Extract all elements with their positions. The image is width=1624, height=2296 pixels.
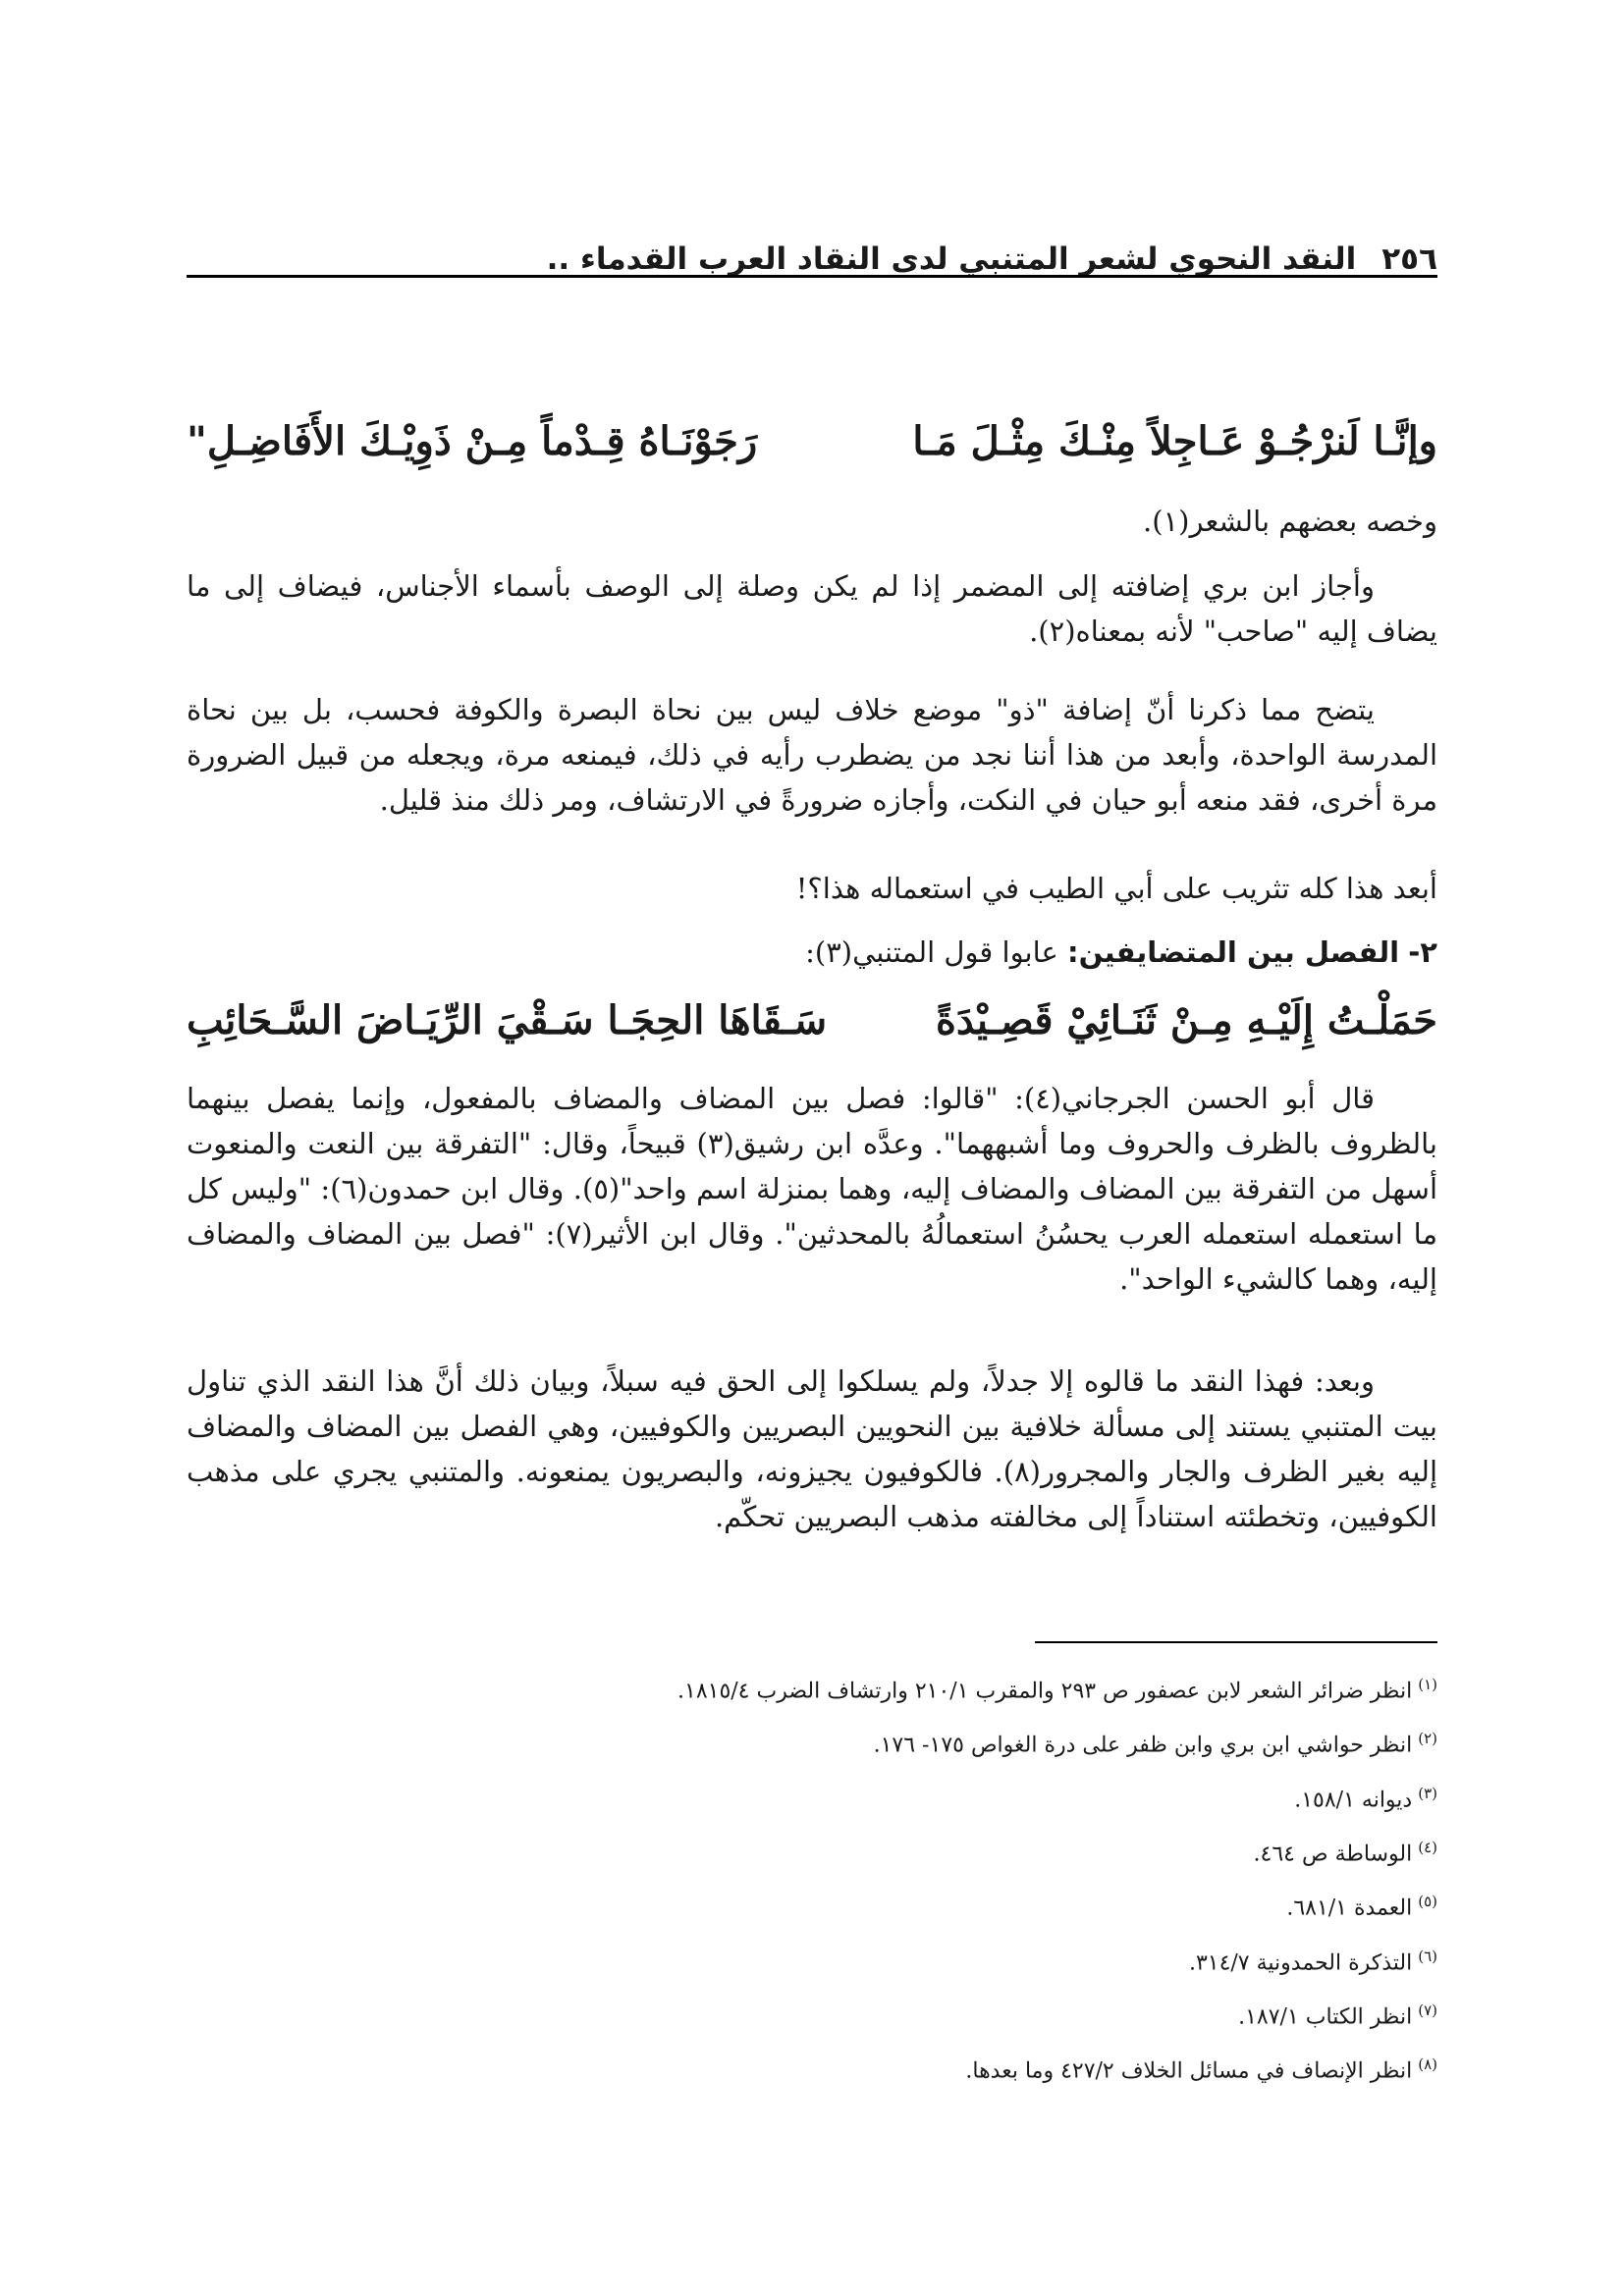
- footnote: [187, 1661, 1437, 1715]
- verse-first-hemistich: وإنَّـا لَنرْجُـوْ عَـاجِلاً مِنْـكَ مِثْـلَ مَـا: [912, 418, 1437, 464]
- footnote-text: العمدة ٦٨١/١.: [1286, 1896, 1413, 1921]
- verse-second-hemistich: سَـقَاهَا الحِجَـا سَـقْيَ الرِّيَـاضَ السَّـحَائِبِ: [187, 997, 828, 1043]
- body-paragraph: وبعد: فهذا النقد ما قالوه إلا جدلاً، ولم يسلكوا إلى الحق فيه سبلاً، وبيان ذلك أنَّ هذا النقد الذي تناول بيت المتنبي يستند إلى مسألة خلافية بين النحويين البصريين والكوفيين، وهي الفصل بين المضاف والمضاف إليه بغير الظرف والجار والمجرور(٨). فالكوفيون يجيزونه، والبصريون يمنعونه. والمتنبي يجري على مذهب الكوفيين، وتخطئته استناداً إلى مخالفته مذهب البصريين تحكّم.: [187, 1364, 1438, 1533]
- poetry-verse: [187, 412, 1437, 471]
- footnote: [187, 1770, 1437, 1824]
- poetry-verse: [187, 991, 1437, 1050]
- page-number: ٢٥٦: [1381, 241, 1437, 277]
- section-number: ٢-: [1408, 935, 1437, 969]
- footnote-text: ديوانه ١٥٨/١.: [1294, 1787, 1413, 1812]
- footnote-divider: [1035, 1641, 1437, 1643]
- footnote-number: (٧): [1418, 2001, 1437, 2019]
- body-paragraph: قال أبو الحسن الجرجاني(٤): "قالوا: فصل بين المضاف والمضاف بالمفعول، وإنما يفصل بينهما بالظروف بالظرف والحروف وما أشبههما". وعدَّه ابن رشيق(٣) قبيحاً، وقال: "التفرقة بين النعت والمنعوت أسهل من التفرقة بين المضاف والمضاف إليه، وهما بمنزلة اسم واحد"(٥). وقال ابن حمدون(٦): "وليس كل ما استعمله استعمله العرب يحسُنُ استعمالُهُ بالمحدثين". وقال ابن الأثير(٧): "فصل بين المضاف والمضاف إليه، وهما كالشيء الواحد".: [187, 1082, 1437, 1296]
- footnote-number: (٣): [1418, 1784, 1437, 1802]
- footnote-text: انظر حواشي ابن بري وابن ظفر على درة الغواص ١٧٥- ١٧٦.: [873, 1733, 1413, 1758]
- verse-second-hemistich: رَجَوْنَـاهُ قِـدْماً مِـنْ ذَوِيْـكَ الأَفَاضِـلِ": [187, 418, 758, 464]
- body-paragraph: وأجاز ابن بري إضافته إلى المضمر إذا لم يكن وصلة إلى الوصف بأسماء الأجناس، فيضاف إلى ما يضاف إليه "صاحب" لأنه بمعناه(٢).: [187, 569, 1437, 648]
- running-header: [187, 216, 1437, 277]
- section-heading: [187, 927, 1437, 978]
- footnote-number: (١): [1418, 1676, 1437, 1693]
- header-divider: [187, 275, 1437, 278]
- body-paragraph: يتضح مما ذكرنا أنّ إضافة "ذو" موضع خلاف ليس بين نحاة البصرة والكوفة فحسب، بل بين نحاة المدرسة الواحدة، وأبعد من هذا أننا نجد من يضطرب رأيه في ذلك، فيمنعه مرة، ويجعله من قبيل الضرورة مرة أخرى، فقد منعه أبو حيان في النكت، وأجازه ضرورةً في الارتشاف، ومر ذلك منذ قليل.: [187, 693, 1437, 817]
- footnote-number: (٤): [1418, 1838, 1437, 1856]
- body-paragraph: وخصه بعضهم بالشعر(١).: [1143, 505, 1437, 538]
- verse-first-hemistich: حَمَلْـتُ إِلَيْـهِ مِـنْ ثَنَـائِيْ قَصِـيْدَةً: [935, 997, 1437, 1043]
- footnote: [187, 1824, 1437, 1878]
- footnote: [187, 1933, 1437, 1987]
- footnote-number: (٢): [1418, 1730, 1437, 1748]
- running-title: النقد النحوي لشعر المتنبي لدى النقاد العرب القدماء ..: [546, 241, 1357, 277]
- section-title: الفصل بين المتضايفين:: [1066, 935, 1400, 969]
- footnote: [187, 1715, 1437, 1769]
- footnote-number: (٦): [1418, 1947, 1437, 1965]
- footnote: [187, 1987, 1437, 2041]
- footnote-text: انظر الكتاب ١٨٧/١.: [1238, 2004, 1413, 2030]
- footnotes-list: [187, 1661, 1437, 2096]
- body-paragraph: أبعد هذا كله تثريب على أبي الطيب في استعماله هذا؟!: [795, 872, 1437, 905]
- footnote-text: انظر ضرائر الشعر لابن عصفور ص ٢٩٣ والمقرب ٢١٠/١ وارتشاف الضرب ١٨١٥/٤.: [677, 1679, 1413, 1704]
- footnote-text: التذكرة الحمدونية ٣١٤/٧.: [1188, 1949, 1413, 1975]
- section-intro: عابوا قول المتنبي(٣):: [805, 935, 1058, 969]
- footnote-text: انظر الإنصاف في مسائل الخلاف ٤٢٧/٢ وما بعدها.: [965, 2058, 1413, 2084]
- footnote-number: (٨): [1418, 2056, 1437, 2074]
- footnote-text: الوساطة ص ٤٦٤.: [1253, 1842, 1413, 1867]
- footnote-number: (٥): [1418, 1893, 1437, 1911]
- footnote: [187, 1878, 1437, 1932]
- footnote: [187, 2041, 1437, 2095]
